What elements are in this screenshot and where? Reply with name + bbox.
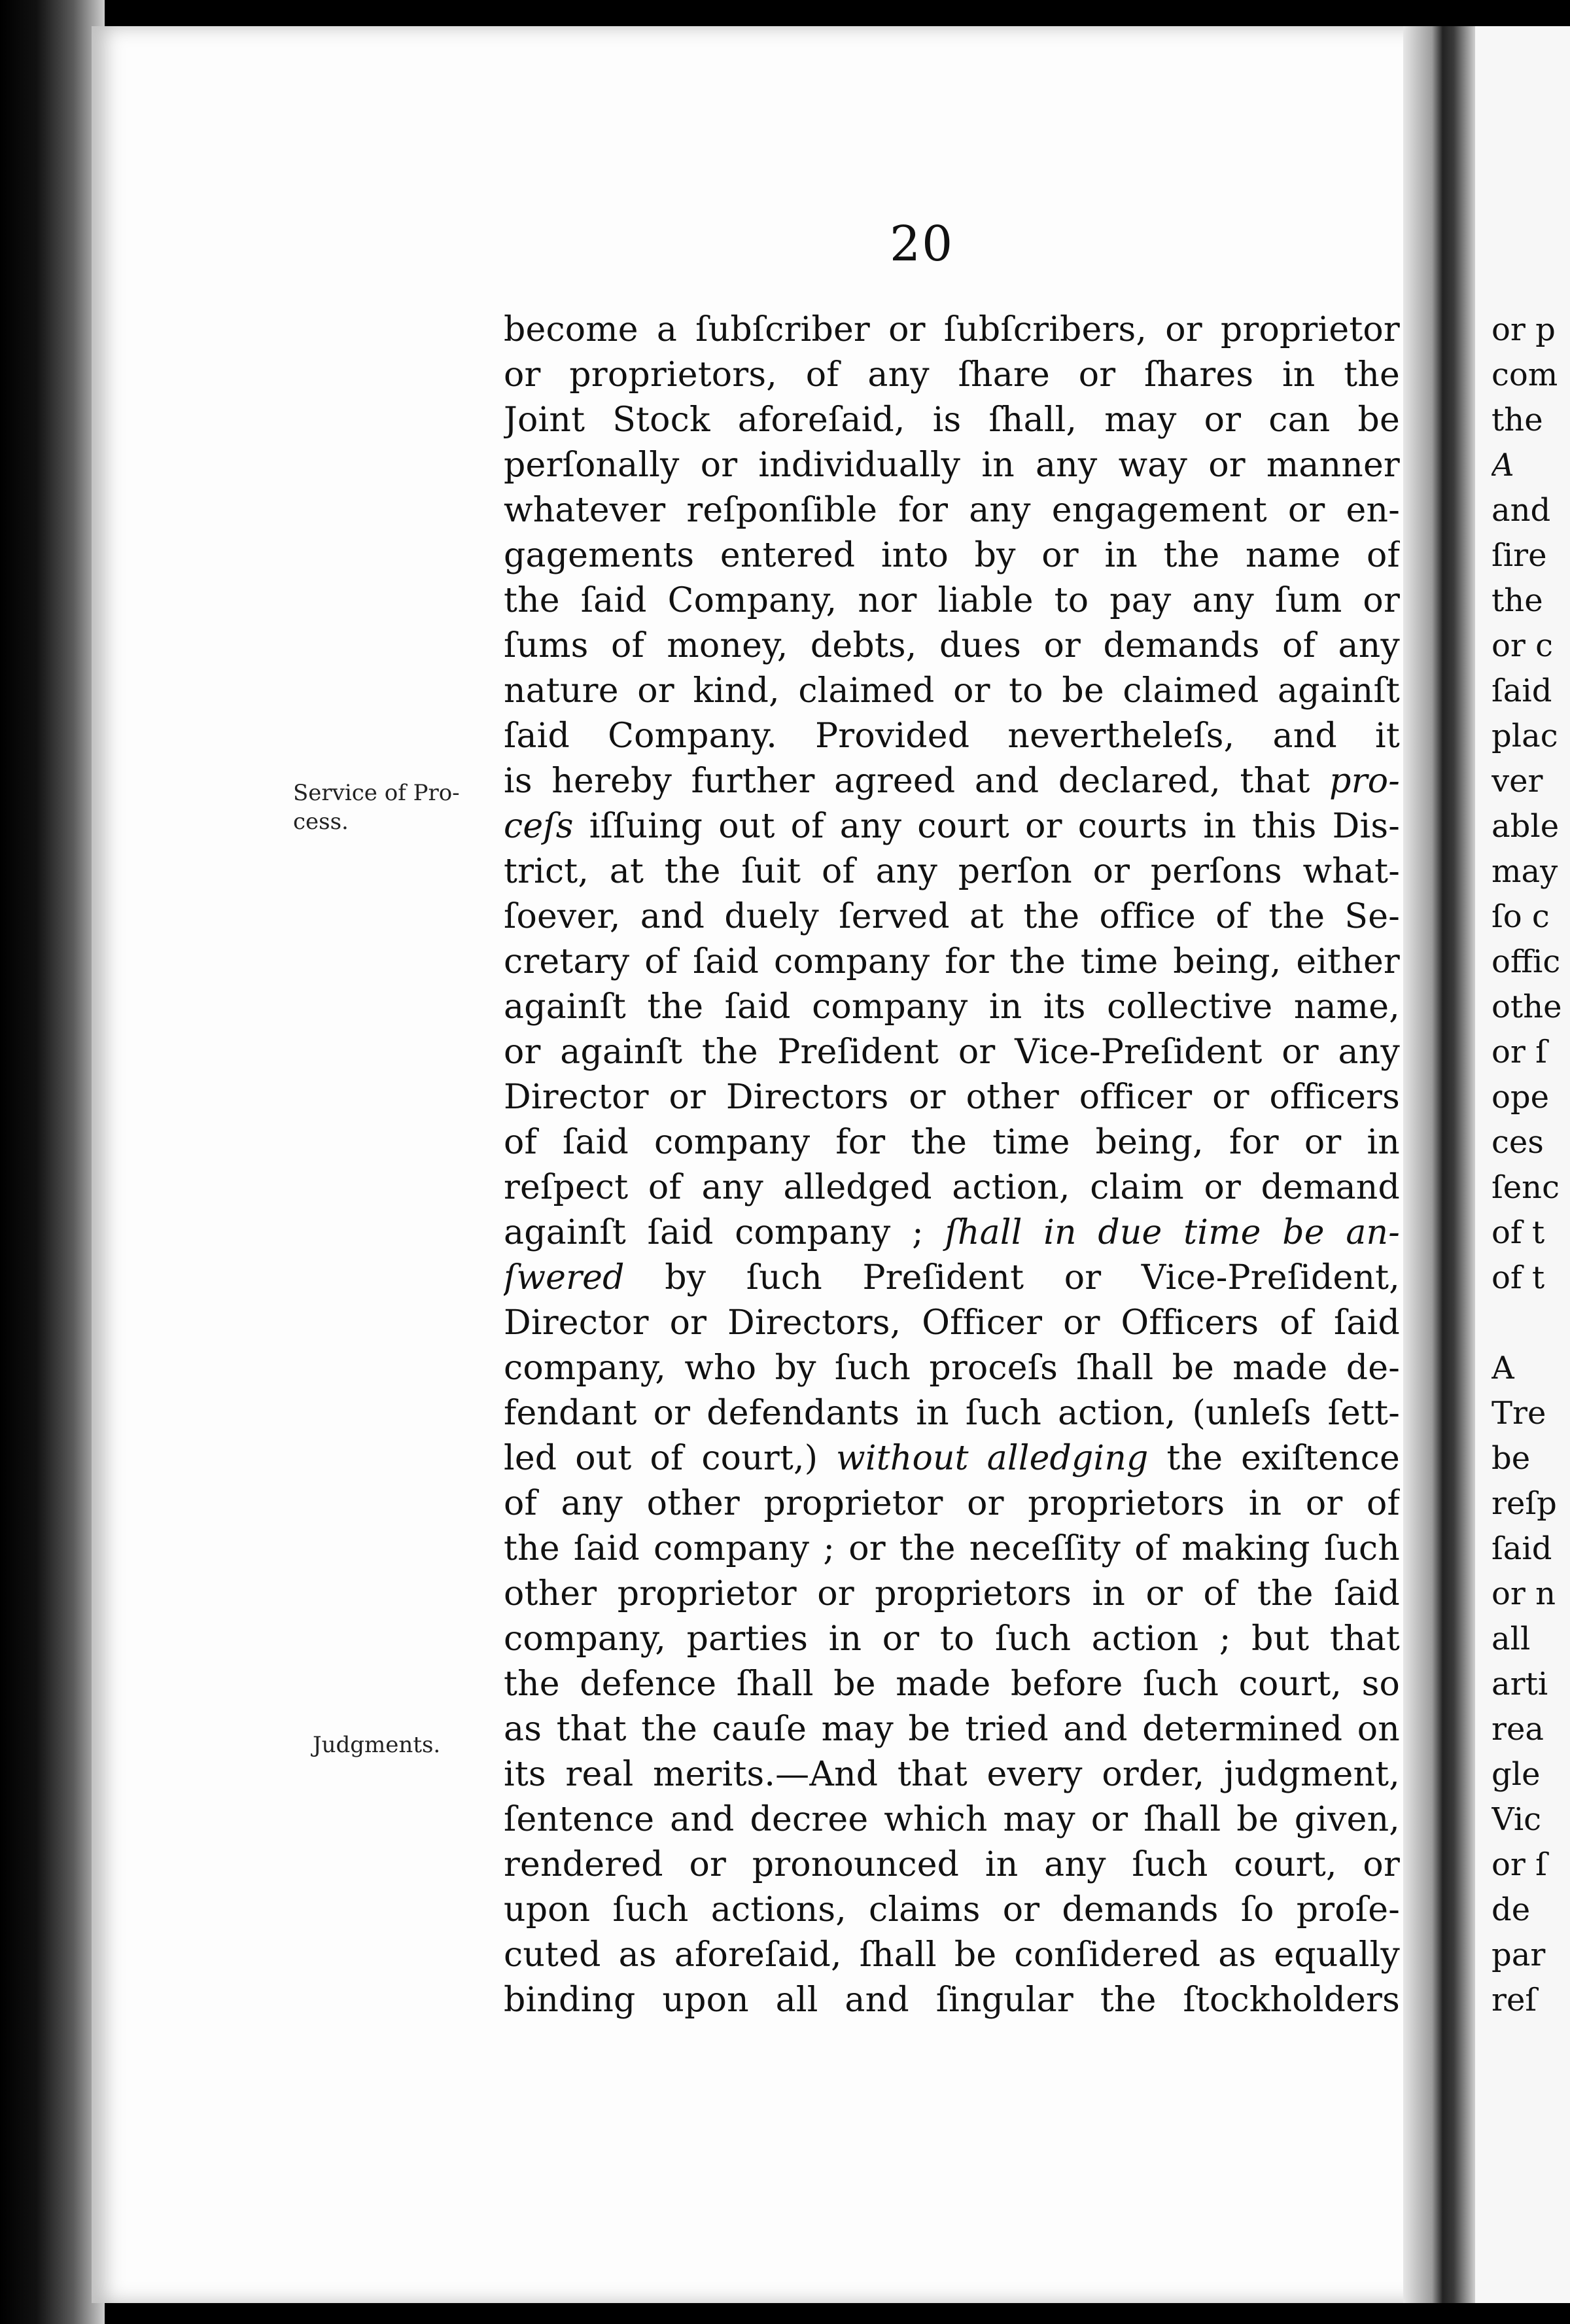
text-line: upon ſuch actions, claims or demands ſo proſe-: [504, 1890, 1400, 1929]
text-line: cuted as aforeſaid, ſhall be conſidered as equally: [504, 1935, 1400, 1975]
text-line: Joint Stock aforeſaid, is ſhall, may or can be: [504, 400, 1400, 440]
text-segment: againſt ſaid company ;: [504, 1213, 924, 1252]
facing-line: be: [1492, 1440, 1531, 1477]
text-segment: by ſuch Preſident or Vice-Preſident,: [665, 1258, 1400, 1297]
facing-line: ope: [1492, 1079, 1550, 1116]
facing-line: reſ: [1492, 1982, 1537, 2018]
italic-text: ſhall in due time be an-: [945, 1213, 1400, 1252]
marginal-note-judgments: Judgments.: [313, 1732, 441, 1758]
facing-line: or ſ: [1492, 1034, 1547, 1070]
text-line: ſums of money, debts, dues or demands of any: [504, 626, 1400, 665]
text-line: whatever reſponſible for any engagement or en-: [504, 491, 1400, 530]
text-segment: iſſuing out of any court or courts in this Dis-: [589, 807, 1400, 846]
text-line: or againſt the Preſident or Vice-Preſident or any: [504, 1032, 1400, 1072]
text-line: the defence ſhall be made before ſuch court, so: [504, 1664, 1400, 1704]
italic-text: without alledging: [836, 1439, 1149, 1478]
text-line: [504, 759, 1400, 804]
text-line: Director or Directors or other officer or officers: [504, 1078, 1400, 1117]
facing-page-text: [1492, 308, 1570, 2023]
facing-line: reſp: [1492, 1485, 1557, 1522]
scan-top-edge: [0, 0, 1570, 26]
facing-line: the: [1492, 582, 1543, 619]
facing-line: or n: [1492, 1576, 1556, 1612]
text-line: the ſaid Company, nor liable to pay any ſum or: [504, 581, 1400, 620]
facing-line: ver: [1492, 763, 1543, 800]
facing-line: or c: [1492, 627, 1553, 664]
text-line: cretary of ſaid company for the time being, either: [504, 942, 1400, 981]
text-segment: is hereby further agreed and declared, that: [504, 762, 1310, 801]
facing-line: com: [1492, 357, 1558, 393]
facing-line: rea: [1492, 1711, 1544, 1748]
book-binding-shadow: [0, 0, 105, 2324]
facing-line: de: [1492, 1892, 1531, 1928]
facing-line: may: [1492, 853, 1558, 890]
text-line: the ſaid company ; or the neceſſity of making ſuch: [504, 1529, 1400, 1568]
italic-text: ceſs: [504, 807, 574, 846]
facing-line: Vic: [1492, 1801, 1542, 1838]
text-line: trict, at the ſuit of any perſon or perſons what-: [504, 852, 1400, 891]
italic-text: A: [1492, 447, 1514, 484]
text-line: againſt the ſaid company in its collective name,: [504, 987, 1400, 1027]
text-line: Director or Directors, Officer or Officers of ſaid: [504, 1303, 1400, 1343]
facing-line: gle: [1492, 1756, 1541, 1793]
facing-line: A: [1492, 1350, 1514, 1386]
text-segment: the exiſtence: [1166, 1439, 1400, 1478]
text-line: perſonally or individually in any way or manner: [504, 446, 1400, 485]
text-line: of any other proprietor or proprietors in or of: [504, 1484, 1400, 1523]
text-line: of ſaid company for the time being, for or in: [504, 1123, 1400, 1162]
facing-line: all: [1492, 1621, 1531, 1657]
text-line: [504, 804, 1400, 849]
text-line: as that the cauſe may be tried and determined on: [504, 1710, 1400, 1749]
text-line: fendant or defendants in ſuch action, (unleſs ſett-: [504, 1394, 1400, 1433]
facing-line: othe: [1492, 989, 1562, 1025]
facing-line: and: [1492, 492, 1551, 529]
text-line: other proprietor or proprietors in or of the ſaid: [504, 1574, 1400, 1613]
marginal-note-service-of-process: [293, 779, 460, 836]
facing-line: ſenc: [1492, 1169, 1560, 1206]
text-line: become a ſubſcriber or ſubſcribers, or proprietor: [504, 310, 1400, 349]
facing-line: plac: [1492, 718, 1558, 754]
facing-line: [1492, 443, 1570, 488]
facing-line: arti: [1492, 1666, 1548, 1702]
text-line: nature or kind, claimed or to be claimed againſt: [504, 671, 1400, 711]
facing-line: ſaid: [1492, 673, 1552, 709]
facing-line: par: [1492, 1937, 1546, 1973]
facing-line: or p: [1492, 311, 1556, 348]
facing-line: of t: [1492, 1214, 1545, 1251]
facing-line: ces: [1492, 1124, 1544, 1161]
marginal-note-line: Service of Pro-: [293, 780, 460, 806]
italic-text: pro-: [1329, 762, 1400, 801]
facing-line: ſaid: [1492, 1530, 1552, 1567]
facing-line-blank: [1492, 1301, 1570, 1346]
body-text: [504, 308, 1400, 2023]
text-line: ſentence and decree which may or ſhall be given,: [504, 1800, 1400, 1839]
text-line: binding upon all and ſingular the ſtockholders: [504, 1981, 1400, 2020]
text-line: [504, 1210, 1400, 1256]
text-line: [504, 1436, 1400, 1481]
text-segment: led out of court,): [504, 1439, 818, 1478]
facing-line: of t: [1492, 1259, 1545, 1296]
text-line: or proprietors, of any ſhare or ſhares in the: [504, 355, 1400, 395]
text-line: company, parties in or to ſuch action ; but that: [504, 1619, 1400, 1659]
text-line: rendered or pronounced in any ſuch court, or: [504, 1845, 1400, 1884]
facing-line: or ſ: [1492, 1846, 1547, 1883]
text-line: ſaid Company. Provided nevertheleſs, and it: [504, 716, 1400, 756]
facing-line: Tre: [1492, 1395, 1546, 1432]
facing-line: the: [1492, 402, 1543, 438]
text-line: its real merits.—And that every order, judgment,: [504, 1755, 1400, 1794]
facing-line: ſire: [1492, 537, 1547, 574]
italic-text: ſwered: [504, 1258, 625, 1297]
text-line: gagements entered into by or in the name of: [504, 536, 1400, 575]
facing-line: ſo c: [1492, 898, 1550, 935]
facing-line: offic: [1492, 943, 1561, 980]
marginal-note-line: cess.: [293, 809, 349, 835]
page-gutter: [1403, 26, 1475, 2303]
text-line: ſoever, and duely ſerved at the office of the Se-: [504, 897, 1400, 936]
page-number: 20: [890, 216, 954, 272]
text-line: reſpect of any alledged action, claim or demand: [504, 1168, 1400, 1207]
facing-line: able: [1492, 808, 1560, 845]
text-line: company, who by ſuch proceſs ſhall be made de-: [504, 1348, 1400, 1388]
text-line: [504, 1256, 1400, 1301]
